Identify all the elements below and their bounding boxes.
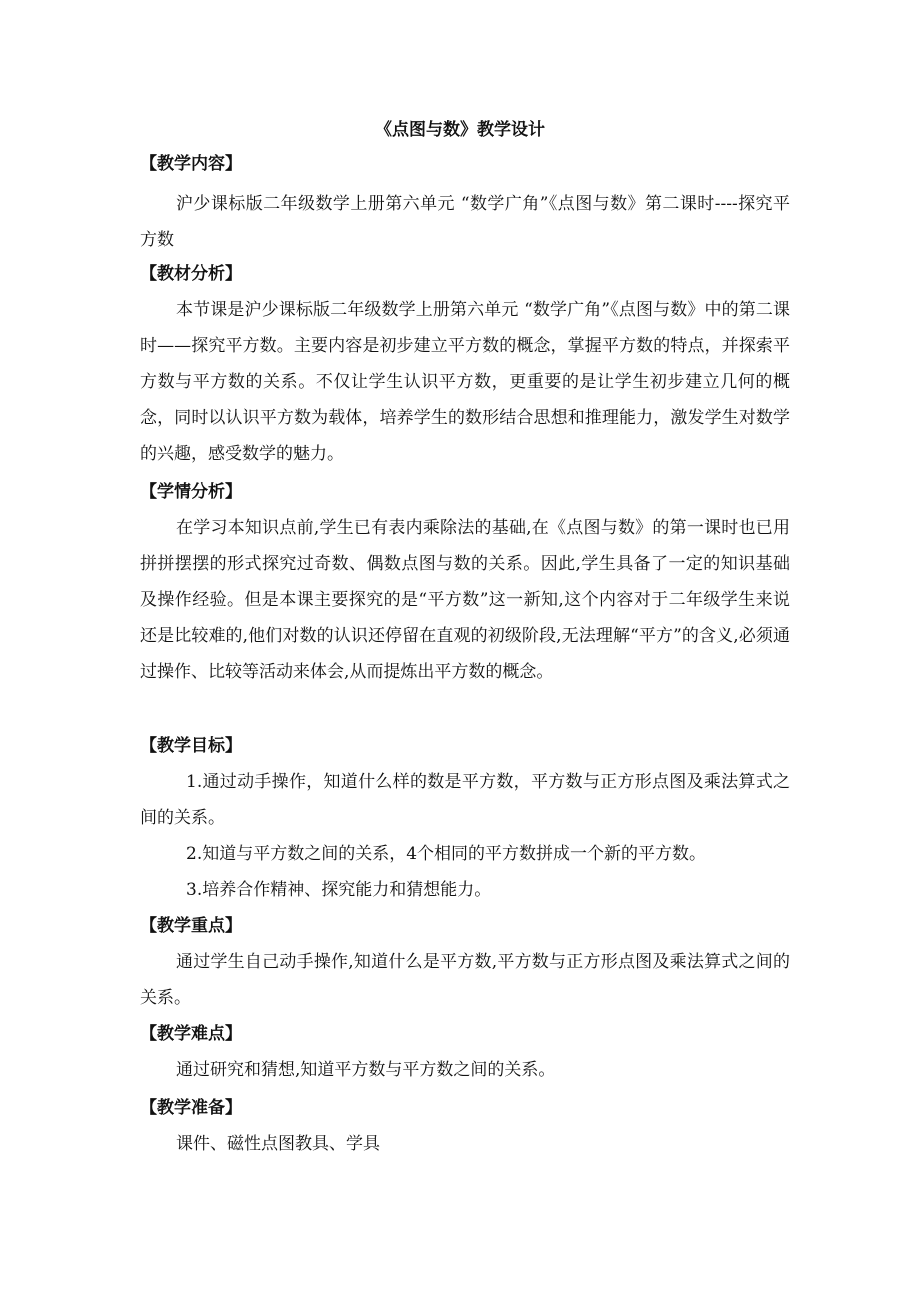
- section-body-difficulties: 通过研究和猜想,知道平方数与平方数之间的关系。: [176, 1060, 556, 1080]
- section-heading-content: 【教学内容】: [140, 154, 242, 174]
- section-heading-difficulties: 【教学难点】: [140, 1024, 242, 1044]
- section-body-key-points: 通过学生自己动手操作,知道什么是平方数,平方数与正方形点图及乘法算式之间的关系。: [140, 952, 790, 1008]
- section-body-preparation: 课件、磁性点图教具、学具: [176, 1134, 380, 1154]
- section-heading-student-analysis: 【学情分析】: [140, 482, 242, 502]
- section-heading-material-analysis: 【教材分析】: [140, 264, 242, 284]
- document-title: 《点图与数》教学设计: [375, 120, 545, 140]
- section-body-student-analysis: 在学习本知识点前,学生已有表内乘除法的基础,在《点图与数》的第一课时也已用拼拼摆摆的形式探究过奇数、偶数点图与数的关系。因此,学生具备了一定的知识基础及操作经验。但是本课主要探究的是“平方数”这一新知,这个内容对于二年级学生来说还是比较难的,他们对数的认识还停留在直观的初级阶段,无法理解“平方”的含义,必须通过操作、比较等活动来体会,从而提炼出平方数的概念。: [140, 518, 790, 682]
- section-heading-preparation: 【教学准备】: [140, 1098, 242, 1118]
- objective-item: 1.通过动手操作，知道什么样的数是平方数，平方数与正方形点图及乘法算式之间的关系。: [140, 772, 790, 828]
- section-heading-key-points: 【教学重点】: [140, 916, 242, 936]
- objective-item: 2.知道与平方数之间的关系，4个相同的平方数拼成一个新的平方数。: [186, 844, 707, 864]
- section-heading-objectives: 【教学目标】: [140, 736, 242, 756]
- section-body-material-analysis: 本节课是沪少课标版二年级数学上册第六单元 “数学广角”《点图与数》中的第二课时——探究平方数。主要内容是初步建立平方数的概念，掌握平方数的特点，并探索平方数与平方数的关系。不仅让学生认识平方数，更重要的是让学生初步建立几何的概念，同时以认识平方数为载体，培养学生的数形结合思想和推理能力，激发学生对数学的兴趣，感受数学的魅力。: [140, 300, 790, 464]
- objective-item: 3.培养合作精神、探究能力和猜想能力。: [186, 880, 492, 900]
- section-body-content: 沪少课标版二年级数学上册第六单元 “数学广角”《点图与数》第二课时----探究平方数: [140, 194, 790, 250]
